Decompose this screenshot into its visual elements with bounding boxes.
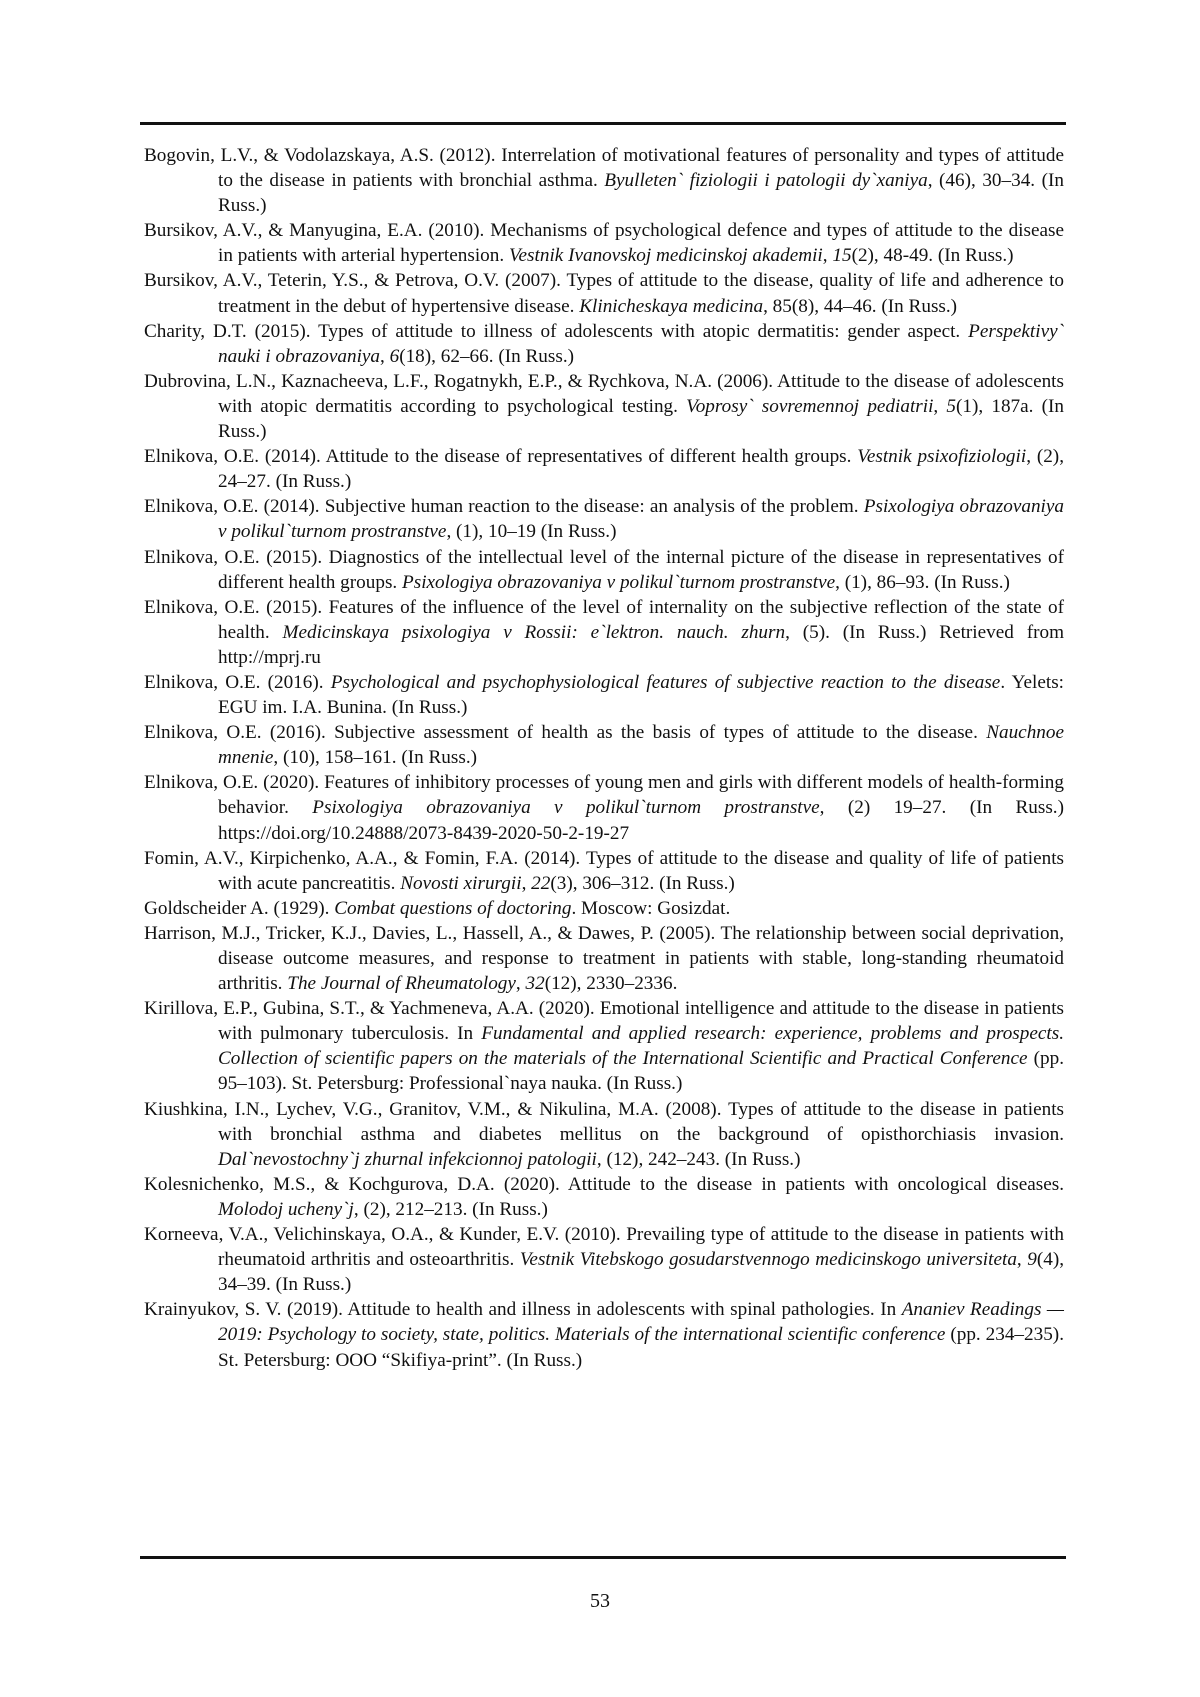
- reference-entry: [144, 896, 1064, 921]
- reference-text-segment: Kiushkina, I.N., Lychev, V.G., Granitov, V.M., & Nikulina, M.A. (2008). Types of attitude to the disease in patients with bronchial asthma and diabetes mellitus on the background of opisthorchiasis invasion.: [144, 1099, 1064, 1145]
- document-page: [0, 0, 1200, 1697]
- reference-text-segment: (3), 306–312. (In Russ.): [550, 873, 734, 894]
- reference-entry: [144, 595, 1064, 670]
- reference-text-segment: Harrison, M.J., Tricker, K.J., Davies, L., Hassell, A., & Dawes, P. (2005). The relationship between social deprivation, disease outcome measures, and response to treatment in patients with stable, long-standing rheumatoid arthritis.: [144, 923, 1064, 994]
- reference-text-segment: Elnikova, O.E. (2020). Features of inhibitory processes of young men and girls with different models of health-forming behavior.: [144, 772, 1064, 818]
- reference-entry: [144, 670, 1064, 720]
- reference-text-segment: (18), 62–66. (In Russ.): [399, 346, 574, 367]
- reference-text-segment: . Yelets: EGU im. I.A. Bunina. (In Russ.): [218, 672, 1064, 718]
- reference-text-segment: Elnikova, O.E. (2016).: [144, 672, 331, 693]
- reference-text-segment: Bursikov, A.V., Teterin, Y.S., & Petrova, O.V. (2007). Types of attitude to the disease, quality of life and adherence to treatment in the debut of hypertensive disease.: [144, 270, 1064, 316]
- reference-text-segment: Bogovin, L.V., & Vodolazskaya, A.S. (2012). Interrelation of motivational features of personality and types of attitude to the disease in patients with bronchial asthma.: [144, 145, 1064, 191]
- reference-text-segment: ,: [380, 346, 390, 367]
- reference-italic-segment: Voprosy` sovremennoj pediatrii: [686, 396, 933, 417]
- reference-text-segment: , (10), 158–161. (In Russ.): [273, 747, 477, 768]
- reference-text-segment: , (5). (In Russ.) Retrieved from http://mprj.ru: [218, 622, 1064, 668]
- reference-text-segment: (12), 2330–2336.: [545, 973, 678, 994]
- reference-italic-segment: The Journal of Rheumatology: [287, 973, 516, 994]
- header-rule: [140, 122, 1066, 125]
- reference-italic-segment: Byulleten` fiziologii i patologii dy`xaniya: [604, 170, 927, 191]
- page-number: 53: [0, 1590, 1200, 1613]
- reference-text-segment: ,: [823, 245, 833, 266]
- reference-entry: [144, 996, 1064, 1096]
- reference-text-segment: , (1), 86–93. (In Russ.): [835, 572, 1010, 593]
- reference-italic-segment: Dal`nevostochny`j zhurnal infekcionnoj patologii: [218, 1149, 597, 1170]
- reference-italic-segment: Psixologiya obrazovaniya v polikul`turnom prostranstve: [218, 496, 1064, 542]
- reference-entry: [144, 1097, 1064, 1172]
- reference-text-segment: ,: [516, 973, 526, 994]
- footer-rule: [140, 1556, 1066, 1559]
- reference-entry: [144, 369, 1064, 444]
- reference-entry: [144, 770, 1064, 845]
- reference-italic-segment: 15: [832, 245, 851, 266]
- reference-italic-segment: Vestnik Vitebskogo gosudarstvennogo medicinskogo universiteta: [520, 1249, 1017, 1270]
- reference-italic-segment: Klinicheskaya medicina: [579, 296, 763, 317]
- reference-entry: [144, 494, 1064, 544]
- reference-italic-segment: 6: [390, 346, 400, 367]
- reference-italic-segment: Psychological and psychophysiological features of subjective reaction to the disease: [331, 672, 1001, 693]
- reference-italic-segment: Vestnik psixofiziologii: [857, 446, 1026, 467]
- reference-text-segment: ,: [1017, 1249, 1027, 1270]
- reference-text-segment: , (2) 19–27. (In Russ.) https://doi.org/10.24888/2073-8439-2020-50-2-19-27: [218, 797, 1064, 843]
- reference-entry: [144, 143, 1064, 218]
- reference-text-segment: (pp. 234–235). St. Petersburg: OOO “Skifiya-print”. (In Russ.): [218, 1324, 1064, 1370]
- reference-text-segment: Kirillova, E.P., Gubina, S.T., & Yachmeneva, A.A. (2020). Emotional intelligence and attitude to the disease in patients with pulmonary tuberculosis. In: [144, 998, 1064, 1044]
- reference-text-segment: (4), 34–39. (In Russ.): [218, 1249, 1064, 1295]
- reference-entry: [144, 720, 1064, 770]
- reference-text-segment: Elnikova, O.E. (2015). Diagnostics of the intellectual level of the internal picture of the disease in representatives of different health groups.: [144, 547, 1064, 593]
- reference-italic-segment: Molodoj ucheny`j: [218, 1199, 354, 1220]
- reference-entry: [144, 1297, 1064, 1372]
- reference-text-segment: Dubrovina, L.N., Kaznacheeva, L.F., Rogatnykh, E.P., & Rychkova, N.A. (2006). Attitude to the disease of adolescents with atopic dermatitis according to psychological testing.: [144, 371, 1064, 417]
- reference-text-segment: Kolesnichenko, M.S., & Kochgurova, D.A. (2020). Attitude to the disease in patients with oncological diseases.: [144, 1174, 1064, 1195]
- reference-text-segment: , (12), 242–243. (In Russ.): [597, 1149, 801, 1170]
- reference-italic-segment: Ananiev Readings — 2019: Psychology to society, state, politics. Materials of the international scientific conference: [218, 1299, 1064, 1345]
- reference-text-segment: (2), 48-49. (In Russ.): [852, 245, 1014, 266]
- reference-text-segment: (1), 187a. (In Russ.): [218, 396, 1064, 442]
- reference-italic-segment: 9: [1027, 1249, 1037, 1270]
- reference-italic-segment: 22: [531, 873, 550, 894]
- reference-italic-segment: Psixologiya obrazovaniya v polikul`turnom prostranstve: [312, 797, 819, 818]
- reference-text-segment: Elnikova, O.E. (2015). Features of the influence of the level of internality on the subjective reflection of the state of health.: [144, 597, 1064, 643]
- reference-entry: [144, 545, 1064, 595]
- reference-italic-segment: Combat questions of doctoring: [334, 898, 571, 919]
- reference-text-segment: , (1), 10–19 (In Russ.): [446, 521, 616, 542]
- reference-text-segment: Fomin, A.V., Kirpichenko, A.A., & Fomin, F.A. (2014). Types of attitude to the disease and quality of life of patients with acute pancreatitis.: [144, 848, 1064, 894]
- reference-entry: [144, 1172, 1064, 1222]
- reference-italic-segment: Perspektivy` nauki i obrazovaniya: [218, 321, 1064, 367]
- reference-italic-segment: Nauchnoe mnenie: [218, 722, 1064, 768]
- reference-text-segment: Bursikov, A.V., & Manyugina, E.A. (2010). Mechanisms of psychological defence and types of attitude to the disease in patients with arterial hypertension.: [144, 220, 1064, 266]
- reference-italic-segment: Medicinskaya psixologiya v Rossii: e`lektron. nauch. zhurn: [283, 622, 786, 643]
- reference-italic-segment: 5: [946, 396, 956, 417]
- reference-italic-segment: Psixologiya obrazovaniya v polikul`turnom prostranstve: [402, 572, 835, 593]
- reference-text-segment: , (46), 30–34. (In Russ.): [218, 170, 1064, 216]
- reference-text-segment: , 85(8), 44–46. (In Russ.): [763, 296, 957, 317]
- reference-text-segment: , (2), 24–27. (In Russ.): [218, 446, 1064, 492]
- reference-text-segment: Elnikova, O.E. (2016). Subjective assessment of health as the basis of types of attitude to the disease.: [144, 722, 986, 743]
- reference-text-segment: . Moscow: Gosizdat.: [571, 898, 730, 919]
- reference-text-segment: Goldscheider A. (1929).: [144, 898, 334, 919]
- reference-entry: [144, 218, 1064, 268]
- reference-italic-segment: Fundamental and applied research: experience, problems and prospects. Collection of scientific papers on the materials of the International Scientific and Practical Conference: [218, 1023, 1064, 1069]
- reference-entry: [144, 1222, 1064, 1297]
- reference-entry: [144, 444, 1064, 494]
- reference-text-segment: , (2), 212–213. (In Russ.): [354, 1199, 548, 1220]
- reference-text-segment: ,: [933, 396, 946, 417]
- reference-text-segment: Korneeva, V.A., Velichinskaya, O.A., & Kunder, E.V. (2010). Prevailing type of attitude to the disease in patients with rheumatoid arthritis and osteoarthritis.: [144, 1224, 1064, 1270]
- reference-entry: [144, 921, 1064, 996]
- reference-italic-segment: 32: [526, 973, 545, 994]
- reference-text-segment: Elnikova, O.E. (2014). Subjective human reaction to the disease: an analysis of the problem.: [144, 496, 864, 517]
- reference-text-segment: Elnikova, O.E. (2014). Attitude to the disease of representatives of different health groups.: [144, 446, 857, 467]
- reference-text-segment: (pp. 95–103). St. Petersburg: Professional`naya nauka. (In Russ.): [218, 1048, 1064, 1094]
- reference-italic-segment: Vestnik Ivanovskoj medicinskoj akademii: [509, 245, 823, 266]
- reference-list: [144, 143, 1064, 1373]
- reference-italic-segment: Novosti xirurgii: [400, 873, 521, 894]
- reference-entry: [144, 846, 1064, 896]
- reference-entry: [144, 319, 1064, 369]
- reference-text-segment: Krainyukov, S. V. (2019). Attitude to health and illness in adolescents with spinal pathologies. In: [144, 1299, 902, 1320]
- reference-text-segment: ,: [522, 873, 532, 894]
- reference-entry: [144, 268, 1064, 318]
- reference-text-segment: Charity, D.T. (2015). Types of attitude to illness of adolescents with atopic dermatitis: gender aspect.: [144, 321, 968, 342]
